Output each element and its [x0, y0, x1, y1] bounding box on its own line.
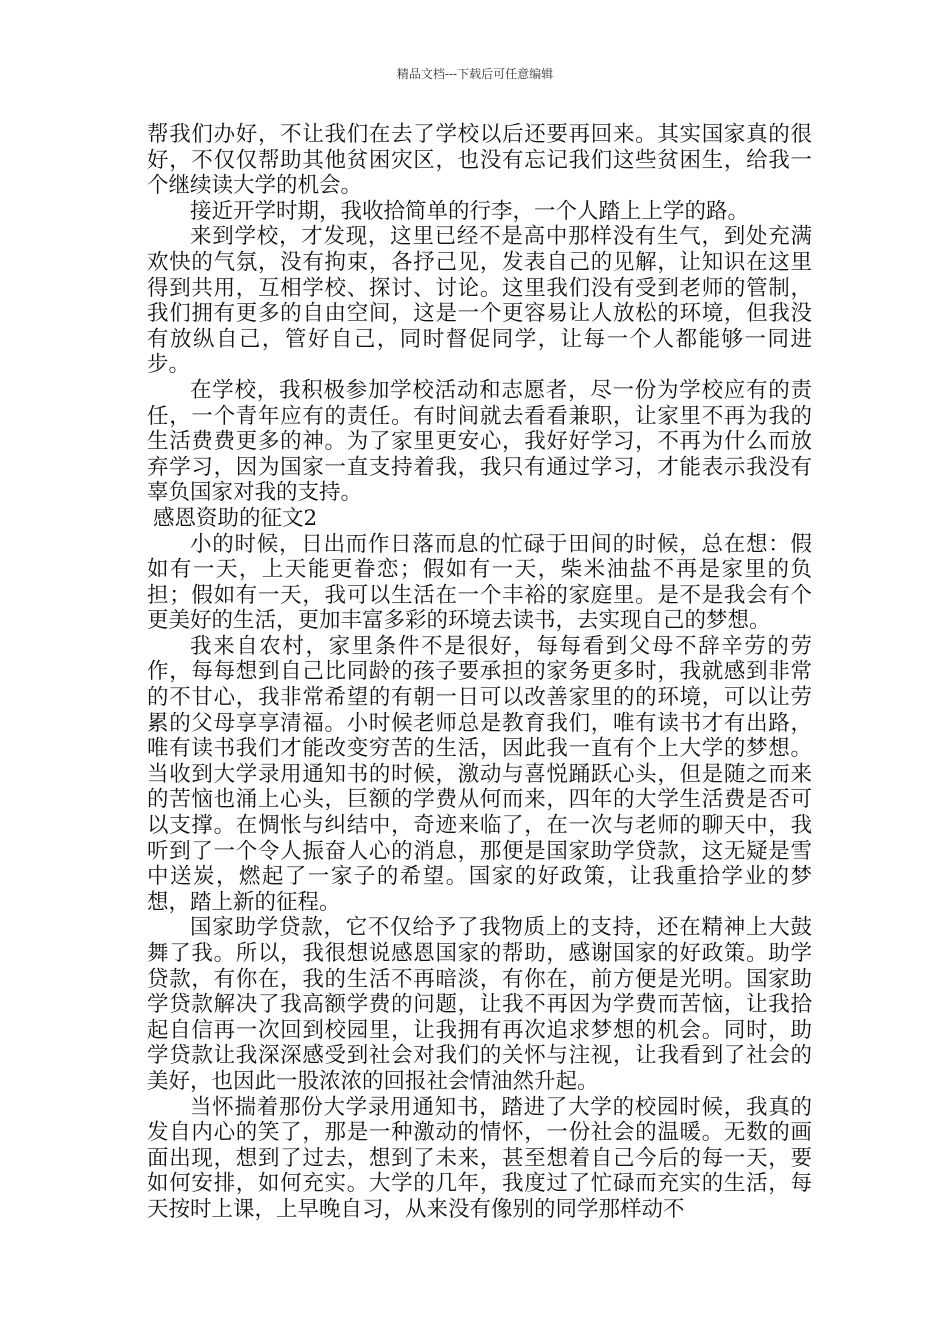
- paragraph: 小的时候，日出而作日落而息的忙碌于田间的时候，总在想：假如有一天，上天能更眷恋；假如有一天，柴米油盐不再是家里的负担；假如有一天，我可以生活在一个丰裕的家庭里。是不是我会有个更美好的生活，更加丰富多彩的环境去读书，去实现自己的梦想。: [147, 531, 812, 634]
- paragraph: 接近开学时期，我收拾简单的行李，一个人踏上上学的路。: [190, 198, 750, 224]
- paragraph: 帮我们办好，不让我们在去了学校以后还要再回来。其实国家真的很好，不仅仅帮助其他贫困灾区，也没有忘记我们这些贫困生，给我一个继续读大学的机会。: [147, 122, 812, 199]
- page-header: 精品文档---下载后可任意编辑: [396, 67, 554, 81]
- paragraph: 来到学校，才发现，这里已经不是高中那样没有生气，到处充满欢快的气氛，没有拘束，各抒己见，发表自己的见解，让知识在这里得到共用，互相学校、探讨、讨论。这里我们没有受到老师的管制，我们拥有更多的自由空间，这是一个更容易让人放松的环境，但我没有放纵自己，管好自己，同时督促同学，让每一个人都能够一同进步。: [147, 224, 812, 378]
- paragraph: 在学校，我积极参加学校活动和志愿者，尽一份为学校应有的责任，一个青年应有的责任。有时间就去看看兼职，让家里不再为我的生活费费更多的神。为了家里更安心，我好好学习，不再为什么而放弃学习，因为国家一直支持着我，我只有通过学习，才能表示我没有辜负国家对我的支持。: [147, 377, 812, 506]
- document-body: [147, 122, 812, 1223]
- paragraph: 国家助学贷款，它不仅给予了我物质上的支持，还在精神上大鼓舞了我。所以，我很想说感恩国家的帮助，感谢国家的好政策。助学贷款，有你在，我的生活不再暗淡，有你在，前方便是光明。国家助学贷款解决了我高额学费的问题，让我不再因为学费而苦恼，让我拾起自信再一次回到校园里，让我拥有再次追求梦想的机会。同时，助学贷款让我深深感受到社会对我们的关怀与注视，让我看到了社会的美好，也因此一股浓浓的回报社会情油然升起。: [147, 915, 812, 1094]
- section-heading: 感恩资助的征文2: [153, 505, 318, 531]
- paragraph: 当怀揣着那份大学录用通知书，踏进了大学的校园时候，我真的发自内心的笑了，那是一种激动的情怀，一份社会的温暖。无数的画面出现，想到了过去，想到了未来，甚至想着自己今后的每一天，要如何安排，如何充实。大学的几年，我度过了忙碌而充实的生活，每天按时上课，上早晚自习，从来没有像别的同学那样动不: [147, 1094, 812, 1222]
- paragraph: 我来自农村，家里条件不是很好，每每看到父母不辞辛劳的劳作，每每想到自己比同龄的孩子要承担的家务更多时，我就感到非常的不甘心，我非常希望的有朝一日可以改善家里的的环境，可以让劳累的父母享享清福。小时候老师总是教育我们，唯有读书才有出路，唯有读书我们才能改变穷苦的生活，因此我一直有个上大学的梦想。当收到大学录用通知书的时候，激动与喜悦踊跃心头，但是随之而来的苦恼也涌上心头，巨额的学费从何而来，四年的大学生活费是否可以支撑。在惆怅与纠结中，奇迹来临了，在一次与老师的聊天中，我听到了一个令人振奋人心的消息，那便是国家助学贷款，这无疑是雪中送炭，燃起了一家子的希望。国家的好政策，让我重拾学业的梦想，踏上新的征程。: [147, 633, 812, 915]
